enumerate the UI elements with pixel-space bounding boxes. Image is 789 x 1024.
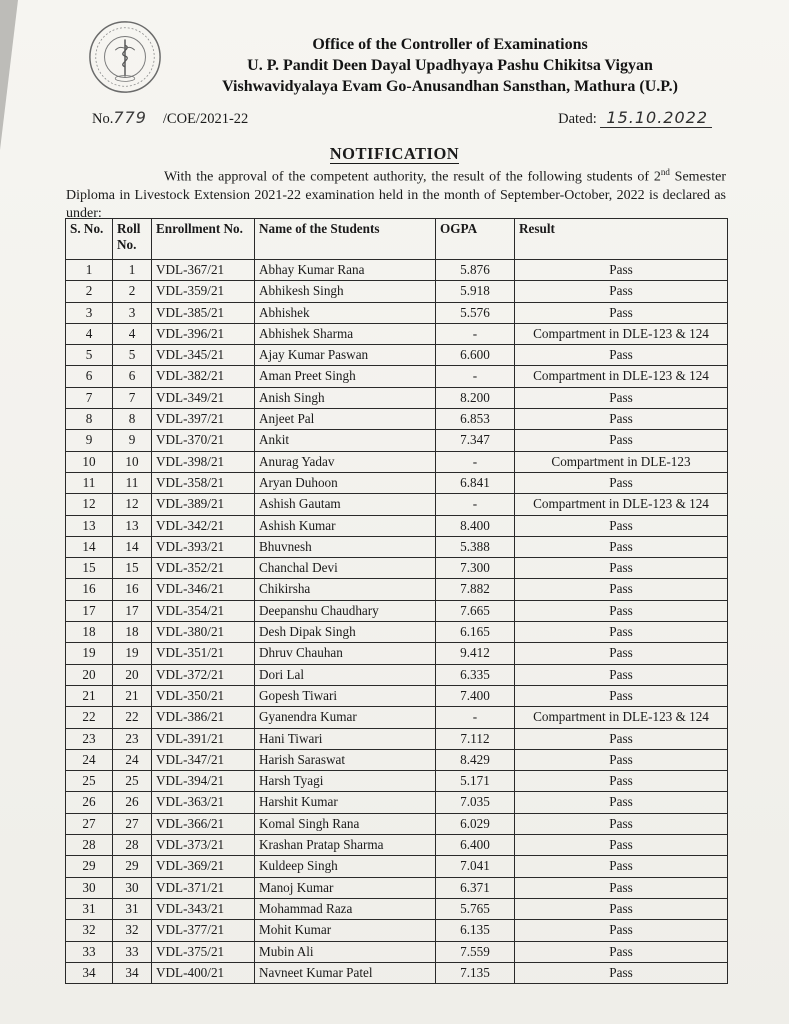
cell-student-name: Desh Dipak Singh — [255, 622, 436, 643]
cell-enrollment: VDL-346/21 — [152, 579, 255, 600]
results-table-body — [66, 260, 728, 984]
header-line-3: Vishwavidyalaya Evam Go-Anusandhan Sansthan, Mathura (U.P.) — [222, 78, 678, 95]
cell-enrollment: VDL-371/21 — [152, 877, 255, 898]
cell-ogpa: 6.841 — [436, 472, 515, 493]
cell-student-name: Chanchal Devi — [255, 558, 436, 579]
cell-roll: 15 — [113, 558, 152, 579]
cell-enrollment: VDL-367/21 — [152, 260, 255, 281]
cell-student-name: Krashan Pratap Sharma — [255, 835, 436, 856]
cell-ogpa: 7.135 — [436, 962, 515, 983]
cell-student-name: Harsh Tyagi — [255, 771, 436, 792]
cell-sno: 4 — [66, 323, 113, 344]
cell-sno: 32 — [66, 920, 113, 941]
cell-ogpa: 5.765 — [436, 898, 515, 919]
cell-result: Pass — [515, 920, 728, 941]
cell-enrollment: VDL-398/21 — [152, 451, 255, 472]
table-row — [66, 558, 728, 579]
cell-ogpa: 6.600 — [436, 345, 515, 366]
table-row — [66, 835, 728, 856]
cell-sno: 13 — [66, 515, 113, 536]
cell-enrollment: VDL-345/21 — [152, 345, 255, 366]
cell-student-name: Gyanendra Kumar — [255, 707, 436, 728]
cell-roll: 4 — [113, 323, 152, 344]
table-row — [66, 494, 728, 515]
cell-student-name: Harish Saraswat — [255, 749, 436, 770]
cell-enrollment: VDL-396/21 — [152, 323, 255, 344]
cell-student-name: Ankit — [255, 430, 436, 451]
cell-result: Pass — [515, 877, 728, 898]
cell-student-name: Gopesh Tiwari — [255, 685, 436, 706]
cell-sno: 2 — [66, 281, 113, 302]
cell-result: Compartment in DLE-123 & 124 — [515, 707, 728, 728]
cell-enrollment: VDL-382/21 — [152, 366, 255, 387]
cell-roll: 30 — [113, 877, 152, 898]
cell-student-name: Mohammad Raza — [255, 898, 436, 919]
cell-sno: 3 — [66, 302, 113, 323]
table-row — [66, 877, 728, 898]
table-row — [66, 920, 728, 941]
cell-ogpa: 7.035 — [436, 792, 515, 813]
cell-student-name: Abhay Kumar Rana — [255, 260, 436, 281]
cell-roll: 22 — [113, 707, 152, 728]
cell-ogpa: 5.171 — [436, 771, 515, 792]
table-row — [66, 685, 728, 706]
cell-enrollment: VDL-397/21 — [152, 409, 255, 430]
cell-ogpa: 8.429 — [436, 749, 515, 770]
cell-roll: 26 — [113, 792, 152, 813]
cell-result: Pass — [515, 515, 728, 536]
table-row — [66, 579, 728, 600]
cell-ogpa: - — [436, 323, 515, 344]
cell-result: Pass — [515, 856, 728, 877]
cell-student-name: Deepanshu Chaudhary — [255, 600, 436, 621]
cell-roll: 10 — [113, 451, 152, 472]
cell-sno: 5 — [66, 345, 113, 366]
cell-result: Pass — [515, 664, 728, 685]
cell-sno: 8 — [66, 409, 113, 430]
cell-result: Pass — [515, 728, 728, 749]
cell-sno: 16 — [66, 579, 113, 600]
cell-enrollment: VDL-354/21 — [152, 600, 255, 621]
cell-roll: 13 — [113, 515, 152, 536]
cell-roll: 21 — [113, 685, 152, 706]
cell-roll: 1 — [113, 260, 152, 281]
header-sno: S. No. — [66, 219, 113, 260]
cell-result: Pass — [515, 409, 728, 430]
cell-roll: 12 — [113, 494, 152, 515]
cell-sno: 19 — [66, 643, 113, 664]
cell-ogpa: 6.335 — [436, 664, 515, 685]
cell-ogpa: 5.876 — [436, 260, 515, 281]
cell-result: Pass — [515, 600, 728, 621]
header-ogpa: OGPA — [436, 219, 515, 260]
cell-roll: 17 — [113, 600, 152, 621]
cell-enrollment: VDL-394/21 — [152, 771, 255, 792]
cell-result: Pass — [515, 941, 728, 962]
cell-result: Pass — [515, 281, 728, 302]
cell-result: Pass — [515, 643, 728, 664]
cell-student-name: Anjeet Pal — [255, 409, 436, 430]
cell-ogpa: 7.882 — [436, 579, 515, 600]
table-row — [66, 962, 728, 983]
cell-enrollment: VDL-347/21 — [152, 749, 255, 770]
cell-sno: 10 — [66, 451, 113, 472]
cell-enrollment: VDL-349/21 — [152, 387, 255, 408]
header-roll: Roll No. — [113, 219, 152, 260]
cell-sno: 18 — [66, 622, 113, 643]
cell-enrollment: VDL-352/21 — [152, 558, 255, 579]
table-row — [66, 323, 728, 344]
cell-ogpa: 7.400 — [436, 685, 515, 706]
cell-ogpa: 7.559 — [436, 941, 515, 962]
cell-roll: 23 — [113, 728, 152, 749]
cell-ogpa: 7.300 — [436, 558, 515, 579]
cell-student-name: Ashish Kumar — [255, 515, 436, 536]
cell-roll: 18 — [113, 622, 152, 643]
cell-result: Pass — [515, 685, 728, 706]
cell-ogpa: 5.576 — [436, 302, 515, 323]
table-row — [66, 643, 728, 664]
cell-result: Pass — [515, 749, 728, 770]
table-row — [66, 472, 728, 493]
cell-sno: 33 — [66, 941, 113, 962]
cell-student-name: Aryan Duhoon — [255, 472, 436, 493]
table-row — [66, 302, 728, 323]
cell-roll: 24 — [113, 749, 152, 770]
cell-ogpa: 6.135 — [436, 920, 515, 941]
cell-result: Pass — [515, 260, 728, 281]
cell-enrollment: VDL-366/21 — [152, 813, 255, 834]
header-line-2: U. P. Pandit Deen Dayal Upadhyaya Pashu Chikitsa Vigyan — [247, 57, 653, 74]
dated-label: Dated: — [558, 111, 597, 127]
cell-ogpa: 5.918 — [436, 281, 515, 302]
cell-enrollment: VDL-372/21 — [152, 664, 255, 685]
cell-sno: 7 — [66, 387, 113, 408]
cell-student-name: Anish Singh — [255, 387, 436, 408]
cell-roll: 8 — [113, 409, 152, 430]
cell-result: Pass — [515, 536, 728, 557]
cell-result: Pass — [515, 345, 728, 366]
cell-result: Pass — [515, 622, 728, 643]
cell-ogpa: 7.112 — [436, 728, 515, 749]
table-row — [66, 856, 728, 877]
cell-roll: 3 — [113, 302, 152, 323]
cell-roll: 28 — [113, 835, 152, 856]
table-row — [66, 260, 728, 281]
cell-student-name: Bhuvnesh — [255, 536, 436, 557]
notification-title — [0, 144, 789, 164]
cell-ogpa: 6.371 — [436, 877, 515, 898]
table-row — [66, 409, 728, 430]
cell-result: Pass — [515, 579, 728, 600]
cell-student-name: Dhruv Chauhan — [255, 643, 436, 664]
reference-number — [92, 108, 248, 128]
table-row — [66, 600, 728, 621]
cell-enrollment: VDL-375/21 — [152, 941, 255, 962]
cell-sno: 9 — [66, 430, 113, 451]
cell-result: Compartment in DLE-123 & 124 — [515, 494, 728, 515]
table-row — [66, 707, 728, 728]
cell-roll: 27 — [113, 813, 152, 834]
cell-result: Pass — [515, 302, 728, 323]
cell-student-name: Chikirsha — [255, 579, 436, 600]
cell-sno: 26 — [66, 792, 113, 813]
table-row — [66, 536, 728, 557]
cell-sno: 14 — [66, 536, 113, 557]
cell-ogpa: 8.400 — [436, 515, 515, 536]
table-row — [66, 387, 728, 408]
cell-sno: 17 — [66, 600, 113, 621]
cell-sno: 25 — [66, 771, 113, 792]
cell-ogpa: 9.412 — [436, 643, 515, 664]
intro-superscript: nd — [660, 167, 670, 177]
ref-coe: /COE/2021-22 — [162, 111, 249, 127]
cell-enrollment: VDL-373/21 — [152, 835, 255, 856]
cell-student-name: Hani Tiwari — [255, 728, 436, 749]
cell-enrollment: VDL-358/21 — [152, 472, 255, 493]
intro-text-b: Semester Diploma in Livestock Extension 2021-22 examination held in the month of September-October, 2022 is declared as under: — [66, 169, 726, 221]
cell-ogpa: - — [436, 494, 515, 515]
office-header — [170, 34, 730, 97]
cell-student-name: Kuldeep Singh — [255, 856, 436, 877]
cell-result: Pass — [515, 558, 728, 579]
cell-result: Pass — [515, 430, 728, 451]
cell-enrollment: VDL-363/21 — [152, 792, 255, 813]
cell-sno: 24 — [66, 749, 113, 770]
table-row — [66, 941, 728, 962]
cell-roll: 7 — [113, 387, 152, 408]
table-row — [66, 366, 728, 387]
cell-sno: 15 — [66, 558, 113, 579]
cell-student-name: Navneet Kumar Patel — [255, 962, 436, 983]
cell-sno: 30 — [66, 877, 113, 898]
cell-enrollment: VDL-342/21 — [152, 515, 255, 536]
cell-enrollment: VDL-385/21 — [152, 302, 255, 323]
cell-ogpa: 7.041 — [436, 856, 515, 877]
cell-result: Pass — [515, 387, 728, 408]
cell-result: Pass — [515, 771, 728, 792]
cell-ogpa: 5.388 — [436, 536, 515, 557]
cell-ogpa: 6.029 — [436, 813, 515, 834]
table-row — [66, 345, 728, 366]
cell-student-name: Manoj Kumar — [255, 877, 436, 898]
table-row — [66, 771, 728, 792]
cell-sno: 1 — [66, 260, 113, 281]
cell-student-name: Aman Preet Singh — [255, 366, 436, 387]
header-result: Result — [515, 219, 728, 260]
cell-result: Pass — [515, 898, 728, 919]
cell-enrollment: VDL-351/21 — [152, 643, 255, 664]
table-row — [66, 898, 728, 919]
cell-roll: 14 — [113, 536, 152, 557]
cell-roll: 34 — [113, 962, 152, 983]
cell-student-name: Ajay Kumar Paswan — [255, 345, 436, 366]
cell-sno: 21 — [66, 685, 113, 706]
ref-no-value: 779 — [113, 108, 147, 127]
cell-enrollment: VDL-370/21 — [152, 430, 255, 451]
cell-result: Pass — [515, 472, 728, 493]
cell-sno: 23 — [66, 728, 113, 749]
notification-title-text: NOTIFICATION — [329, 144, 460, 163]
cell-student-name: Ashish Gautam — [255, 494, 436, 515]
cell-student-name: Abhikesh Singh — [255, 281, 436, 302]
cell-ogpa: 6.853 — [436, 409, 515, 430]
cell-student-name: Mubin Ali — [255, 941, 436, 962]
cell-student-name: Abhishek — [255, 302, 436, 323]
cell-result: Compartment in DLE-123 — [515, 451, 728, 472]
cell-enrollment: VDL-369/21 — [152, 856, 255, 877]
cell-enrollment: VDL-377/21 — [152, 920, 255, 941]
cell-roll: 25 — [113, 771, 152, 792]
dated-value: 15.10.2022 — [600, 108, 712, 128]
table-row — [66, 515, 728, 536]
cell-sno: 11 — [66, 472, 113, 493]
cell-enrollment: VDL-359/21 — [152, 281, 255, 302]
table-row — [66, 281, 728, 302]
cell-sno: 34 — [66, 962, 113, 983]
cell-roll: 11 — [113, 472, 152, 493]
cell-student-name: Harshit Kumar — [255, 792, 436, 813]
cell-student-name: Abhishek Sharma — [255, 323, 436, 344]
ref-no-label: No. — [92, 111, 114, 127]
notification-intro — [66, 163, 726, 223]
cell-enrollment: VDL-400/21 — [152, 962, 255, 983]
cell-enrollment: VDL-386/21 — [152, 707, 255, 728]
cell-roll: 9 — [113, 430, 152, 451]
cell-sno: 28 — [66, 835, 113, 856]
cell-roll: 29 — [113, 856, 152, 877]
cell-enrollment: VDL-389/21 — [152, 494, 255, 515]
cell-roll: 5 — [113, 345, 152, 366]
reference-date — [558, 108, 712, 128]
cell-roll: 2 — [113, 281, 152, 302]
intro-text-a: With the approval of the competent authority, the result of the following students of 2 — [164, 169, 661, 185]
table-row — [66, 622, 728, 643]
header-enrollment: Enrollment No. — [152, 219, 255, 260]
cell-result: Pass — [515, 962, 728, 983]
cell-ogpa: 7.665 — [436, 600, 515, 621]
header-line-1: Office of the Controller of Examinations — [312, 36, 588, 53]
cell-sno: 31 — [66, 898, 113, 919]
table-row — [66, 813, 728, 834]
cell-ogpa: - — [436, 451, 515, 472]
cell-ogpa: 6.400 — [436, 835, 515, 856]
cell-result: Compartment in DLE-123 & 124 — [515, 323, 728, 344]
results-table — [65, 218, 728, 984]
cell-roll: 33 — [113, 941, 152, 962]
cell-roll: 20 — [113, 664, 152, 685]
university-emblem-icon — [86, 18, 164, 96]
cell-result: Pass — [515, 835, 728, 856]
cell-sno: 22 — [66, 707, 113, 728]
cell-student-name: Komal Singh Rana — [255, 813, 436, 834]
table-row — [66, 792, 728, 813]
table-row — [66, 664, 728, 685]
cell-enrollment: VDL-391/21 — [152, 728, 255, 749]
cell-enrollment: VDL-343/21 — [152, 898, 255, 919]
cell-sno: 12 — [66, 494, 113, 515]
cell-roll: 32 — [113, 920, 152, 941]
table-row — [66, 430, 728, 451]
cell-sno: 27 — [66, 813, 113, 834]
scan-corner-fold — [0, 0, 18, 150]
cell-ogpa: 7.347 — [436, 430, 515, 451]
cell-student-name: Dori Lal — [255, 664, 436, 685]
table-row — [66, 451, 728, 472]
cell-sno: 6 — [66, 366, 113, 387]
cell-sno: 29 — [66, 856, 113, 877]
table-row — [66, 728, 728, 749]
cell-roll: 19 — [113, 643, 152, 664]
cell-enrollment: VDL-393/21 — [152, 536, 255, 557]
cell-roll: 31 — [113, 898, 152, 919]
cell-result: Compartment in DLE-123 & 124 — [515, 366, 728, 387]
cell-student-name: Anurag Yadav — [255, 451, 436, 472]
cell-ogpa: 8.200 — [436, 387, 515, 408]
header-name: Name of the Students — [255, 219, 436, 260]
cell-ogpa: - — [436, 707, 515, 728]
cell-roll: 6 — [113, 366, 152, 387]
cell-roll: 16 — [113, 579, 152, 600]
table-row — [66, 749, 728, 770]
cell-student-name: Mohit Kumar — [255, 920, 436, 941]
reference-line — [92, 108, 712, 136]
cell-ogpa: - — [436, 366, 515, 387]
cell-ogpa: 6.165 — [436, 622, 515, 643]
cell-enrollment: VDL-380/21 — [152, 622, 255, 643]
cell-result: Pass — [515, 813, 728, 834]
table-header-row — [66, 219, 728, 260]
cell-result: Pass — [515, 792, 728, 813]
cell-enrollment: VDL-350/21 — [152, 685, 255, 706]
cell-sno: 20 — [66, 664, 113, 685]
